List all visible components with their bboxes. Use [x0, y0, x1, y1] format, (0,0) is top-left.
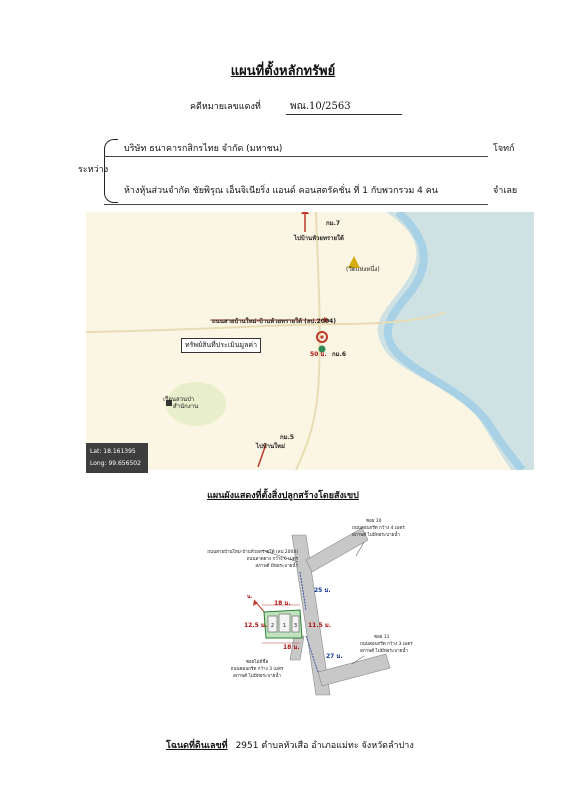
- main-road-condition: สภาพดี มีท่อระบายน้ำ: [255, 564, 298, 569]
- north-label: น.: [247, 594, 253, 600]
- map-label-to-south: ไปบ้านใหม่: [256, 443, 285, 450]
- soi-10-name: ซอย 10: [366, 519, 382, 524]
- alley-condition: สภาพดี ไม่มีท่อระบายน้ำ: [233, 674, 281, 679]
- dim-right: 11.5 ม.: [308, 622, 332, 629]
- building-number: 1: [282, 623, 287, 629]
- km-marker: กม.6: [332, 351, 347, 358]
- case-number-value: พณ.10/2563: [286, 99, 402, 115]
- map-label-to-north: ไปบ้านหัวยทรายใต้: [294, 235, 344, 242]
- soi-10-surface: ถนนคอนกรีต กว้าง 4 เมตร: [352, 526, 405, 531]
- soi-11-name: ซอย 11: [374, 635, 390, 640]
- building-number: 3: [293, 623, 298, 629]
- dim-top: 18 ม.: [274, 600, 291, 607]
- distance-label: 50 ม.: [310, 351, 327, 358]
- soi-10-condition: สภาพดี ไม่มีท่อระบายน้ำ: [352, 533, 400, 538]
- latitude: Lat: 18.161395: [90, 448, 136, 455]
- case-number-label: คดีหมายเลขแดงที่: [190, 102, 261, 112]
- main-road-label: [200, 549, 298, 570]
- site-plan-title: แผนผังแสดงที่ตั้งสิ่งปลูกสร้างโดยสังเขป: [207, 491, 359, 501]
- unnamed-alley-label: [222, 659, 292, 680]
- dim-to-soi-11: 27 ม.: [326, 653, 343, 660]
- dim-left: 12.5 ม.: [244, 622, 268, 629]
- map-label-park: เรือนสวนป่า: [163, 396, 195, 403]
- north-arrow-head: [253, 600, 258, 606]
- soi-11-condition: สภาพดี ไม่มีท่อระบายน้ำ: [360, 649, 408, 654]
- soi-10-label: [352, 518, 405, 539]
- property-label: ทรัพย์สินที่ประเมินมูลค่า: [181, 338, 261, 353]
- longitude: Long: 99.656502: [90, 460, 141, 467]
- plaintiff-role: โจทก์: [493, 144, 515, 154]
- soi-11-label: [360, 634, 413, 655]
- defendant-name: ห้างหุ้นส่วนจำกัด ชัยพิรุณ เอ็นจิเนียริ่ง แอนด์ คอนสตรัคชั่น ที่ 1 กับพวกรวม 4 คน: [124, 186, 438, 196]
- between-label: ระหว่าง: [78, 165, 109, 175]
- alley-name: ซอยไม่มีชื่อ: [245, 660, 269, 665]
- map-label-office: สำนักงาน: [173, 403, 199, 410]
- defendant-role: จำเลย: [493, 186, 518, 196]
- document-title: แผนที่ตั้งหลักทรัพย์: [230, 64, 336, 79]
- building-number: 2: [270, 623, 275, 629]
- main-road-surface: ถนนลาดยาง กว้าง 6 เมตร: [246, 557, 298, 562]
- dim-to-soi-10: 25 ม.: [314, 587, 331, 594]
- km-marker: กม.7: [326, 220, 341, 227]
- main-road-name: ถนนสายบ้านใหม่-บ้านห้วยทรายใต้ (ลป.2004): [207, 550, 298, 555]
- map-label-temple: (วัดแห่งหนึ่ง): [346, 266, 380, 273]
- km-marker: กม.5: [280, 434, 295, 441]
- map-label-road: ถนนสายบ้านใหม่-บ้านห้วยทรายใต้ (ลป.2004): [212, 318, 337, 325]
- soi-11-surface: ถนนคอนกรีต กว้าง 3 เมตร: [360, 642, 413, 647]
- title-deed-value: 2951 ตำบลหัวเสือ อำเภอแม่ทะ จังหวัดลำปาง: [235, 741, 414, 751]
- title-deed: [166, 738, 414, 752]
- plaintiff-name: บริษัท ธนาคารกสิกรไทย จำกัด (มหาชน): [124, 144, 283, 154]
- title-deed-label: โฉนดที่ดินเลขที่: [166, 741, 228, 751]
- dim-bottom: 18 ม.: [283, 644, 300, 651]
- alley-surface: ถนนคอนกรีต กว้าง 3 เมตร: [230, 667, 284, 672]
